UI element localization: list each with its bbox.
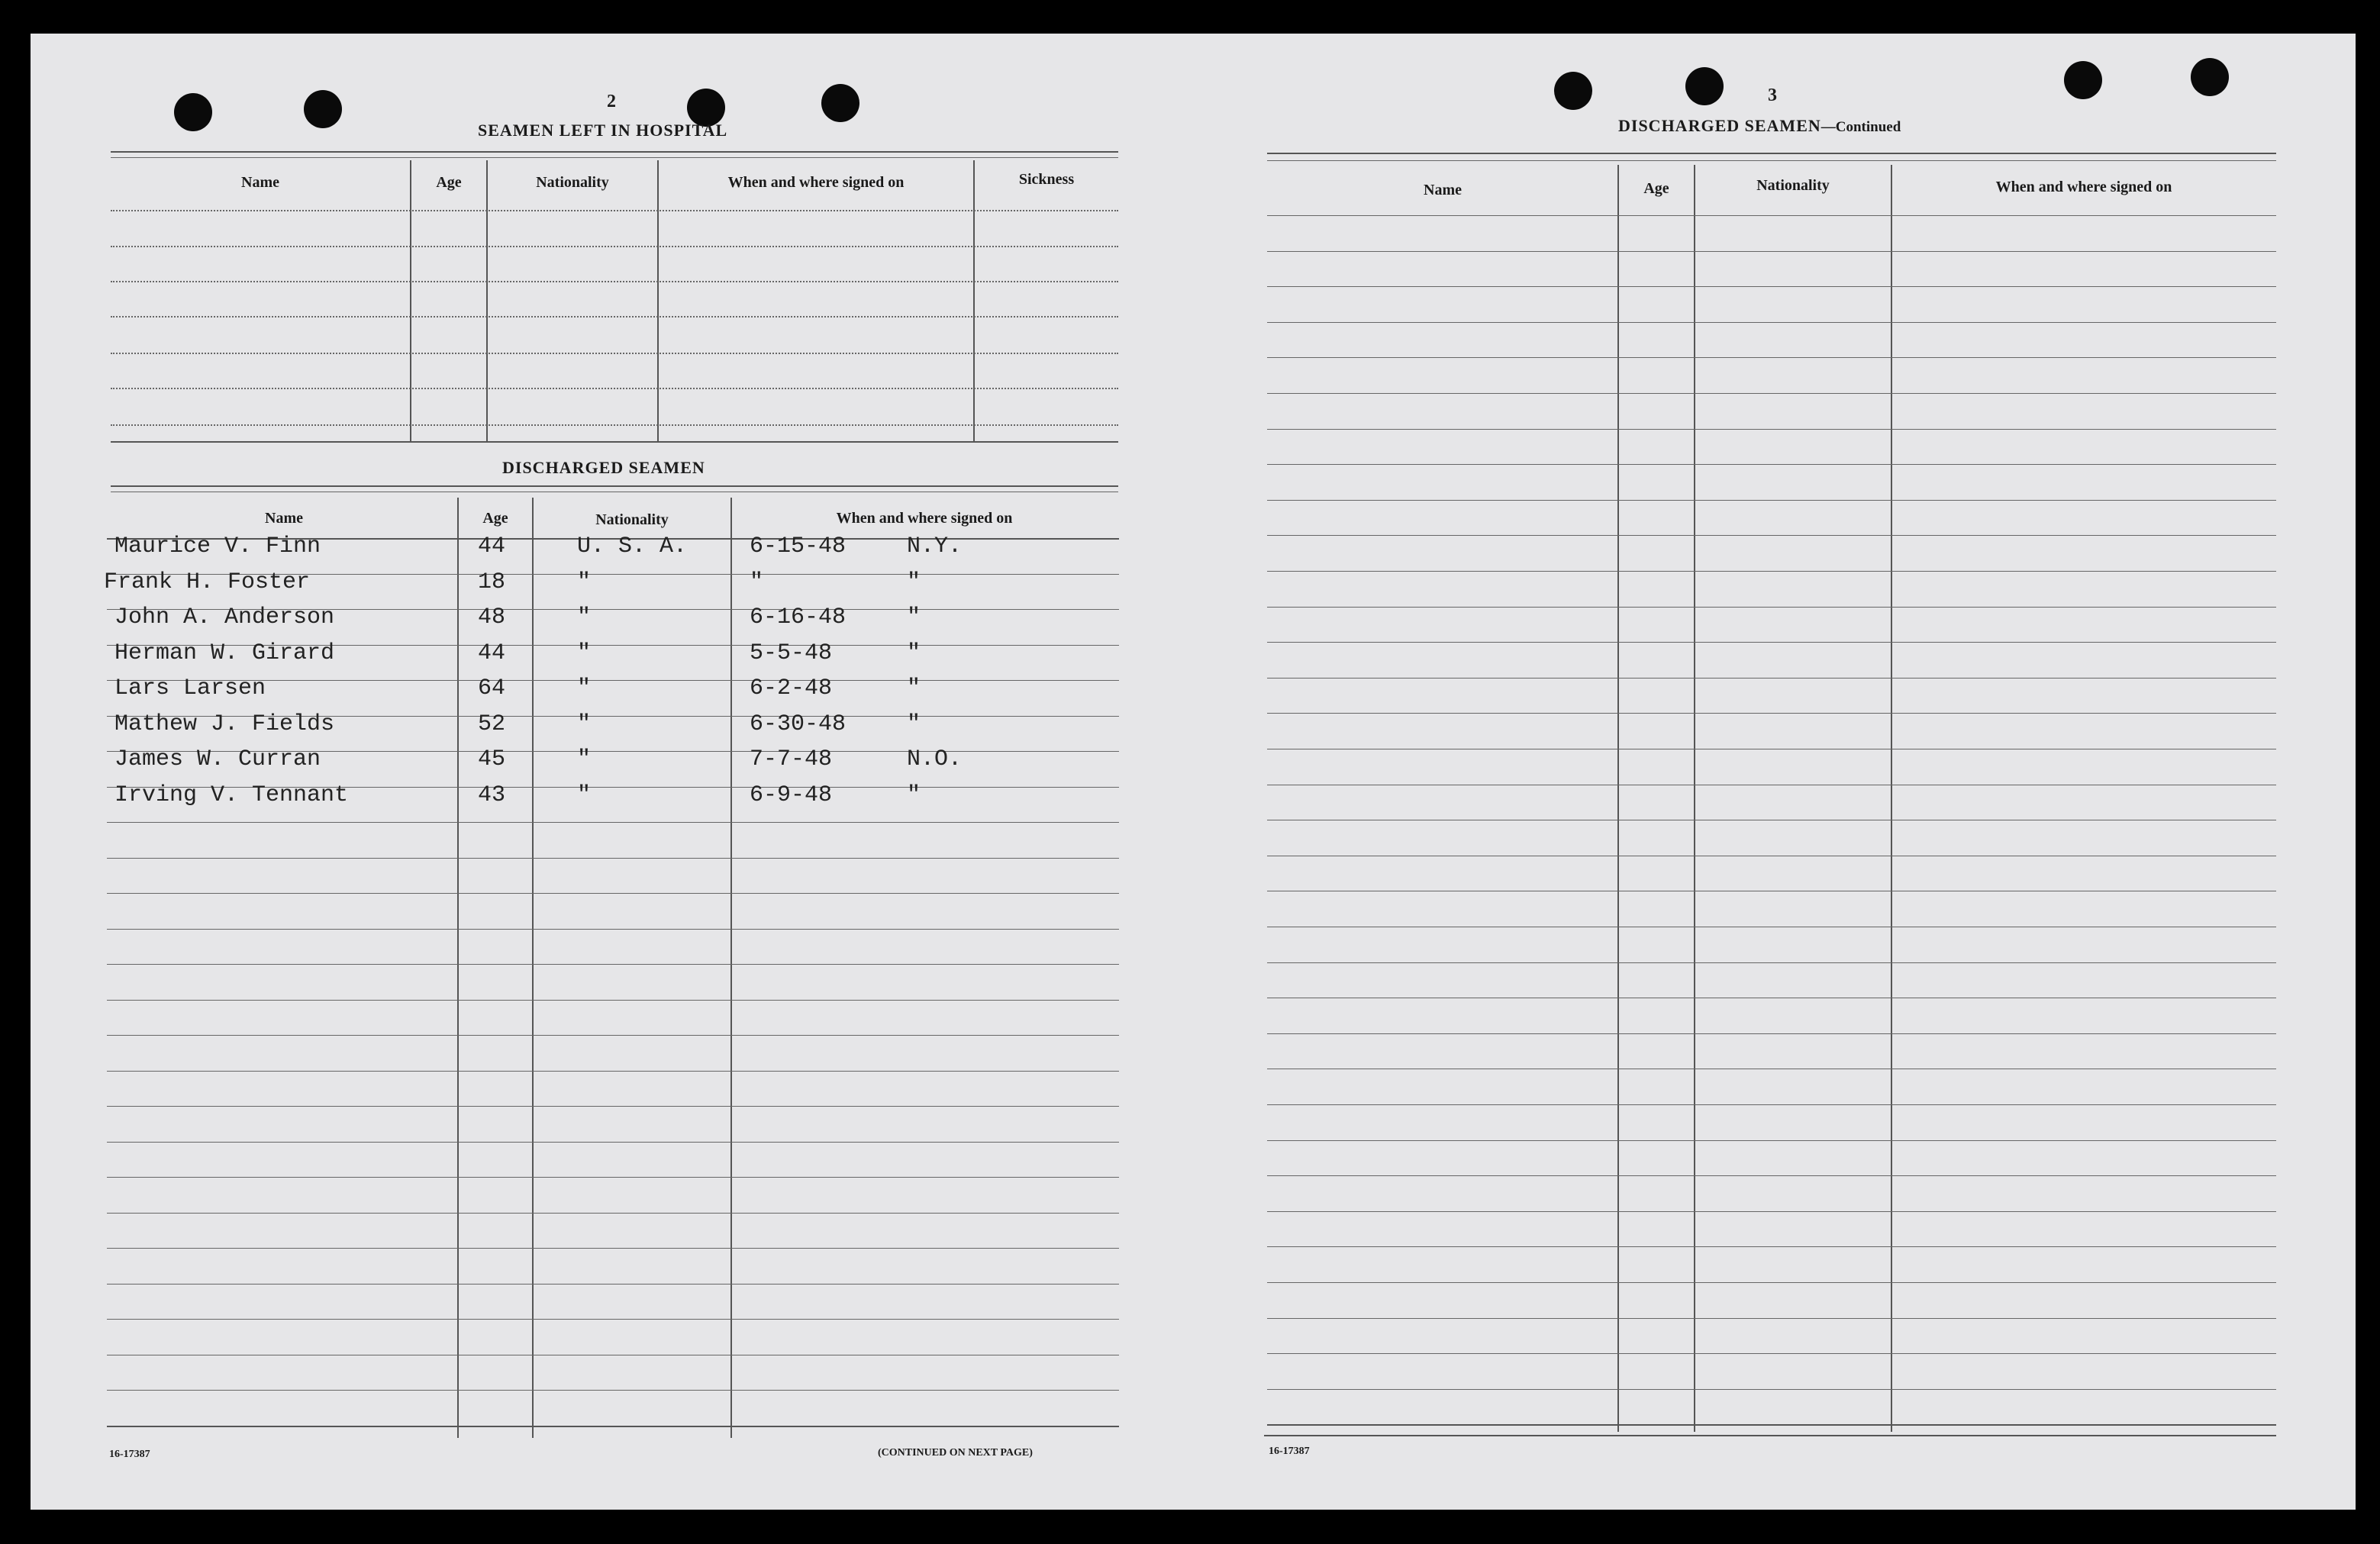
seaman-name: Lars Larsen — [114, 675, 266, 701]
signed-on-date: 6-2-48 — [750, 675, 833, 701]
seaman-nationality: " — [577, 640, 592, 666]
ruled-line — [1267, 535, 2276, 536]
ruled-line — [107, 1213, 1119, 1214]
ruled-line — [111, 246, 1118, 247]
seaman-age: 44 — [478, 533, 506, 559]
ruled-line — [107, 1035, 1119, 1036]
seaman-name: Irving V. Tennant — [114, 782, 349, 808]
ruled-line — [1267, 286, 2276, 287]
ruled-line — [111, 424, 1118, 426]
ruled-line — [1267, 1175, 2276, 1176]
ruled-line — [1267, 464, 2276, 465]
form-number-left: 16-17387 — [109, 1449, 150, 1460]
seaman-name: Herman W. Girard — [114, 640, 335, 666]
signed-on-place: " — [907, 675, 921, 701]
bottom-rule — [1264, 1435, 2276, 1436]
ruled-line — [107, 1426, 1119, 1427]
ruled-line — [1267, 251, 2276, 252]
seaman-nationality: " — [577, 746, 592, 772]
discharged-continued-title — [1618, 116, 1901, 136]
signed-on-date: 6-16-48 — [750, 604, 847, 630]
seaman-nationality: " — [577, 675, 592, 701]
seaman-age: 45 — [478, 746, 506, 772]
ruled-line — [107, 893, 1119, 894]
ruled-line — [107, 1106, 1119, 1107]
hospital-header-signed-on: When and where signed on — [727, 174, 905, 191]
continued-header-signed-on: When and where signed on — [1995, 179, 2172, 195]
ruled-line — [1267, 1282, 2276, 1283]
punch-hole — [304, 90, 342, 128]
seaman-age: 64 — [478, 675, 506, 701]
column-divider — [973, 160, 975, 441]
ruled-line — [107, 1319, 1119, 1320]
ruled-line — [107, 1177, 1119, 1178]
ruled-line — [1267, 1104, 2276, 1105]
rule — [111, 157, 1118, 158]
ruled-line — [1267, 713, 2276, 714]
seaman-nationality: " — [577, 604, 592, 630]
ruled-line — [1267, 1140, 2276, 1141]
seaman-name: Frank H. Foster — [104, 569, 311, 595]
rule — [1267, 153, 2276, 154]
ruled-line — [1267, 215, 2276, 216]
seaman-name: Mathew J. Fields — [114, 711, 335, 737]
seaman-age: 44 — [478, 640, 506, 666]
signed-on-date: 7-7-48 — [750, 746, 833, 772]
continued-header-name: Name — [1424, 182, 1462, 198]
ruled-line — [1267, 1211, 2276, 1212]
column-divider — [1617, 165, 1619, 1432]
punch-hole — [2064, 61, 2102, 99]
page-number-left: 2 — [607, 92, 616, 111]
ruled-line — [111, 281, 1118, 282]
signed-on-place: " — [907, 604, 921, 630]
signed-on-place: " — [907, 569, 921, 595]
ruled-line — [111, 210, 1118, 211]
discharged-title: DISCHARGED SEAMEN — [502, 458, 705, 477]
ruled-line — [1267, 1353, 2276, 1354]
punch-hole — [174, 93, 212, 131]
seaman-name: Maurice V. Finn — [114, 533, 321, 559]
ruled-line — [1267, 1389, 2276, 1390]
seaman-age: 48 — [478, 604, 506, 630]
signed-on-date: 6-15-48 — [750, 533, 847, 559]
column-divider — [1694, 165, 1695, 1432]
column-divider — [457, 498, 459, 1438]
hospital-header-age: Age — [436, 174, 462, 191]
discharged-header-age: Age — [482, 510, 508, 527]
rule — [111, 485, 1118, 487]
column-divider — [410, 160, 411, 441]
ruled-line — [107, 1142, 1119, 1143]
seaman-nationality: U. S. A. — [577, 533, 688, 559]
signed-on-place: " — [907, 640, 921, 666]
column-divider — [532, 498, 534, 1438]
ruled-line — [1267, 1246, 2276, 1247]
seaman-name: James W. Curran — [114, 746, 321, 772]
signed-on-date: " — [750, 569, 764, 595]
hospital-title: SEAMEN LEFT IN HOSPITAL — [478, 121, 728, 140]
hospital-header-name: Name — [241, 174, 279, 191]
ruled-line — [1267, 500, 2276, 501]
hospital-header-sickness: Sickness — [1018, 171, 1075, 188]
ruled-line — [107, 1284, 1119, 1285]
column-divider — [730, 498, 732, 1438]
ruled-line — [107, 929, 1119, 930]
ruled-line — [1267, 642, 2276, 643]
discharged-header-name: Name — [265, 510, 303, 527]
signed-on-date: 5-5-48 — [750, 640, 833, 666]
punch-hole — [821, 84, 859, 122]
rule — [111, 441, 1118, 443]
punch-hole — [1554, 72, 1592, 110]
seaman-name: John A. Anderson — [114, 604, 335, 630]
signed-on-place: N.Y. — [907, 533, 963, 559]
discharged-title-text: DISCHARGED SEAMEN — [1618, 116, 1821, 135]
ruled-line — [111, 388, 1118, 389]
signed-on-date: 6-30-48 — [750, 711, 847, 737]
column-divider — [657, 160, 659, 441]
ruled-line — [1267, 571, 2276, 572]
ruled-line — [107, 1071, 1119, 1072]
column-divider — [1891, 165, 1892, 1432]
seaman-age: 52 — [478, 711, 506, 737]
signed-on-place: N.O. — [907, 746, 963, 772]
punch-hole — [1685, 67, 1724, 105]
form-number-right: 16-17387 — [1269, 1446, 1310, 1457]
discharged-header-signed-on: When and where signed on — [836, 510, 1013, 527]
ruled-line — [107, 1000, 1119, 1001]
continued-suffix: —Continued — [1820, 119, 1901, 135]
seaman-nationality: " — [577, 569, 592, 595]
seaman-nationality: " — [577, 711, 592, 737]
ruled-line — [107, 964, 1119, 965]
seaman-age: 18 — [478, 569, 506, 595]
ruled-line — [111, 316, 1118, 318]
ruled-line — [1267, 429, 2276, 430]
continued-note: (CONTINUED ON NEXT PAGE) — [878, 1447, 1033, 1459]
column-divider — [486, 160, 488, 441]
ruled-line — [1267, 322, 2276, 323]
continued-header-nationality: Nationality — [1756, 177, 1830, 194]
ruled-line — [1267, 393, 2276, 394]
ruled-line — [1267, 607, 2276, 608]
ruled-line — [107, 858, 1119, 859]
ruled-line — [1267, 678, 2276, 679]
ruled-line — [107, 1248, 1119, 1249]
discharged-header-nationality: Nationality — [595, 511, 669, 528]
ruled-line — [1267, 1424, 2276, 1426]
ruled-line — [107, 1390, 1119, 1391]
ruled-line — [107, 822, 1119, 823]
page-number-right: 3 — [1768, 85, 1777, 105]
signed-on-place: " — [907, 782, 921, 808]
seaman-age: 43 — [478, 782, 506, 808]
rule — [1267, 160, 2276, 161]
ruled-line — [111, 353, 1118, 354]
ruled-line — [1267, 962, 2276, 963]
seaman-nationality: " — [577, 782, 592, 808]
ruled-line — [1267, 357, 2276, 358]
ruled-line — [1267, 1033, 2276, 1034]
ledger-sheet — [31, 34, 2356, 1510]
signed-on-date: 6-9-48 — [750, 782, 833, 808]
rule — [111, 151, 1118, 153]
hospital-header-nationality: Nationality — [536, 174, 609, 191]
continued-header-age: Age — [1643, 180, 1669, 197]
ruled-line — [1267, 1318, 2276, 1319]
signed-on-place: " — [907, 711, 921, 737]
punch-hole — [2191, 58, 2229, 96]
